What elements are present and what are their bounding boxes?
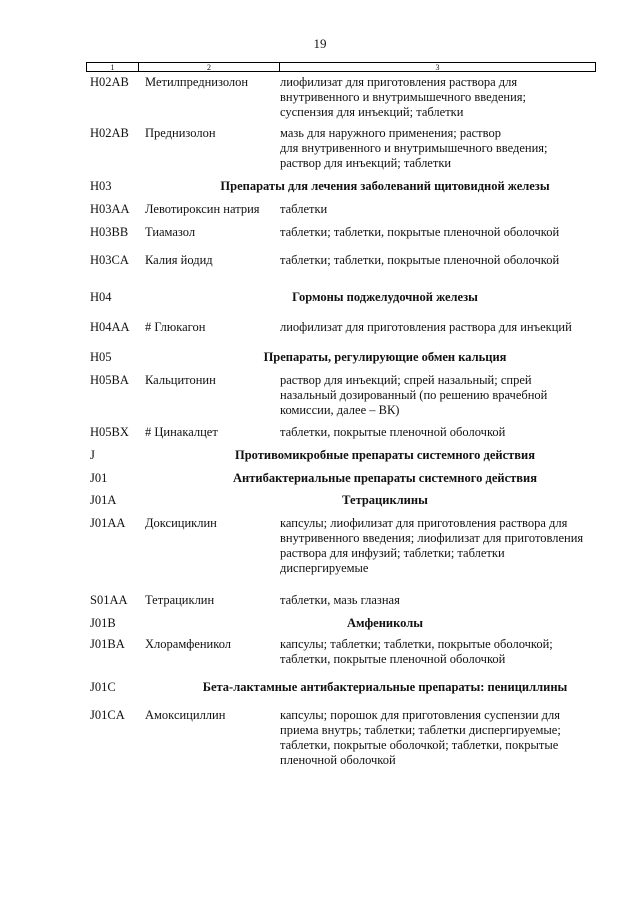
dosage-form-line: лиофилизат для приготовления раствора для [280,75,518,89]
dosage-form-line: таблетки; таблетки, покрытые пленочной оболочкой [280,225,560,239]
drug-name: Хлорамфеникол [145,637,232,651]
dosage-form-line: суспензия для инъекций; таблетки [280,105,464,119]
drug-name: Метилпреднизолон [145,75,249,89]
atc-code: J01C [90,680,116,694]
dosage-form-line: раствор для инъекций; таблетки [280,156,452,170]
atc-code: H02AB [90,126,129,140]
atc-code: H03AA [90,202,130,216]
dosage-forms [280,425,600,440]
group-title: Тетрациклины [342,493,428,507]
dosage-form-line: таблетки, мазь глазная [280,593,400,607]
dosage-forms [280,637,600,667]
group-title: Гормоны поджелудочной железы [292,290,478,304]
dosage-form-line: таблетки [280,202,328,216]
dosage-forms [280,75,600,120]
dosage-form-line: мазь для наружного применения; раствор [280,126,501,140]
dosage-form-line: приема внутрь; таблетки; таблетки диспергируемые; [280,723,561,737]
page-number: 19 [313,36,327,51]
dosage-form-line: для внутривенного и внутримышечного введения; [280,141,548,155]
drug-name: Доксициклин [145,516,217,530]
atc-code: H03 [90,179,112,193]
atc-code: J01 [90,471,108,485]
dosage-forms [280,225,600,240]
group-title: Противомикробные препараты системного действия [234,448,535,462]
dosage-form-line: таблетки, покрытые оболочкой; таблетки, покрытые [280,738,559,752]
atc-code: J01AA [90,516,126,530]
dosage-forms [280,708,600,768]
dosage-forms [280,373,600,418]
dosage-form-line: капсулы; порошок для приготовления суспензии для [280,708,561,722]
group-title: Препараты, регулирующие обмен кальция [263,350,507,364]
dosage-forms [280,516,600,576]
drug-name: Тиамазол [145,225,196,239]
drug-name: Кальцитонин [145,373,216,387]
atc-code: S01AA [90,593,128,607]
dosage-forms [280,202,600,217]
atc-code: H04 [90,290,112,304]
atc-code: H03CA [90,253,129,267]
atc-code: H05 [90,350,112,364]
group-title: Препараты для лечения заболеваний щитовидной железы [220,179,550,193]
dosage-form-line: диспергируемые [280,561,369,575]
drug-name: Тетрациклин [145,593,215,607]
dosage-form-line: капсулы; лиофилизат для приготовления раствора для [280,516,568,530]
dosage-form-line: капсулы; таблетки; таблетки, покрытые оболочкой; [280,637,553,651]
dosage-form-line: пленочной оболочкой [280,753,396,767]
column-number-1: 1 [87,63,139,71]
dosage-forms [280,320,600,335]
drug-name: Амоксициллин [145,708,226,722]
dosage-forms [280,253,600,268]
atc-code: H02AB [90,75,129,89]
group-title: Антибактериальные препараты системного действия [233,471,537,485]
drug-name: # Глюкагон [145,320,206,334]
atc-code: J [90,448,95,462]
drug-name: Левотироксин натрия [145,202,260,216]
dosage-form-line: раствор для инъекций; спрей назальный; спрей [280,373,532,387]
drug-name: # Цинакалцет [145,425,218,439]
dosage-form-line: назальный дозированный (по решению врачебной [280,388,548,402]
column-number-2: 2 [139,63,280,71]
dosage-forms [280,126,600,171]
atc-code: H04AA [90,320,130,334]
atc-code: H05BA [90,373,129,387]
atc-code: J01A [90,493,117,507]
group-title: Бета-лактамные антибактериальные препараты: пенициллины [202,680,568,694]
atc-code: H03BB [90,225,129,239]
group-title: Амфениколы [346,616,424,630]
column-numbers-header [86,62,596,72]
drug-name: Преднизолон [145,126,216,140]
dosage-form-line: таблетки; таблетки, покрытые пленочной оболочкой [280,253,560,267]
atc-code: J01CA [90,708,125,722]
column-number-3: 3 [435,63,440,72]
dosage-form-line: раствора для инфузий; таблетки; таблетки [280,546,505,560]
dosage-form-line: таблетки, покрытые пленочной оболочкой [280,425,506,439]
dosage-form-line: внутривенного введения; лиофилизат для приготовления [280,531,584,545]
atc-code: H05BX [90,425,129,439]
atc-code: J01B [90,616,116,630]
atc-code: J01BA [90,637,125,651]
dosage-form-line: лиофилизат для приготовления раствора для инъекций [280,320,572,334]
drug-name: Калия йодид [145,253,213,267]
dosage-form-line: таблетки, покрытые пленочной оболочкой [280,652,506,666]
dosage-form-line: комиссии, далее – ВК) [280,403,400,417]
dosage-forms [280,593,600,608]
dosage-form-line: внутривенного и внутримышечного введения; [280,90,527,104]
